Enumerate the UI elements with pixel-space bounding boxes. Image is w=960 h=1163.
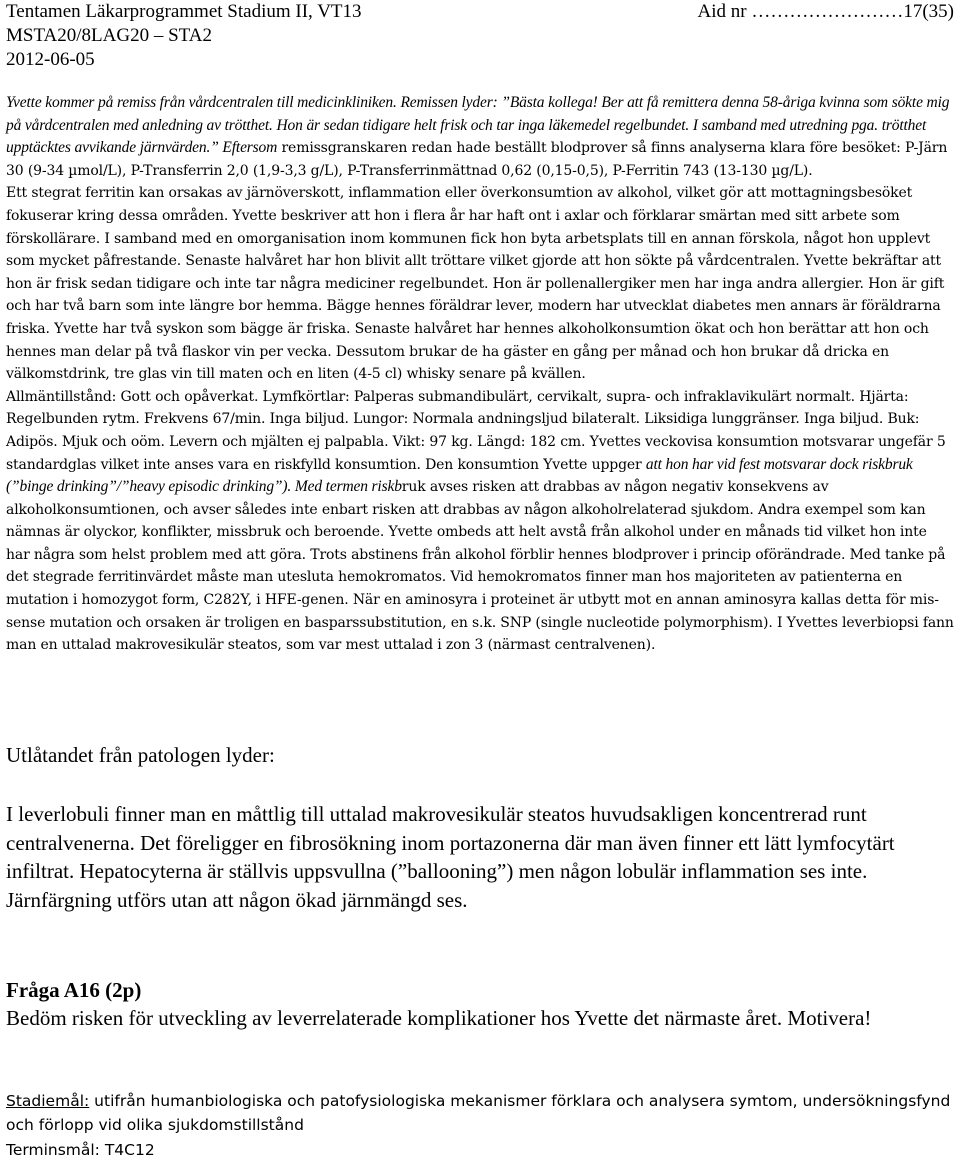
exam-title: Tentamen Läkarprogrammet Stadium II, VT13 <box>6 1 362 22</box>
exam-findings-text: Allmäntillstånd: Gott och opåverkat. Lymfkörtlar: Palperas submandibulärt, cervikalt, supra- och infraklavikulärt normalt. Hjärta: Regelbunden rytm. Frekvens 67/min. Inga biljud. Lungor: Normala andningsljud bilateralt. Liksidiga lunggränser. Inga biljud. Buk: Adipös. Mjuk och oöm. Levern och mjälten ej palpabla. Vikt: 97 kg. Längd: 182 cm. Yvettes veckovisa konsumtion motsvarar ungefär 5 standardglas vilket inte anses vara en riskfylld konsumtion. Den konsumtion Yvette uppger <box>6 388 946 473</box>
pathology-heading: Utlåtandet från patologen lyder: <box>6 743 275 767</box>
case-intro-paragraph <box>6 92 954 182</box>
exam-continuation-text: ruk avses risken att drabbas av någon negativ konsekvens av alkoholkonsumtionen, och avser således inte enbart risken att drabbas av någon alkoholrelaterad sjukdom. Andra exempel som kan nämnas är olyckor, konflikter, missbruk och beroende. Yvette ombeds att helt avstå från alkohol under en månads tid vilket hon inte har några som helst problem med att göra. Trots abstinens från alkohol förblir hennes blodprover i princip oförändrade. Med tanke på det stegrade ferritinvärdet måste man utesluta hemokromatos. Vid hemokromatos finner man hos majoriteten av patienterna en mutation i homozygot form, C282Y, i HFE-genen. När en aminosyra i proteinet är utbytt mot en annan aminosyra kallas detta för mis-sense mutation och orsaken är troligen en basparssubstitution, en s.k. SNP (single nucleotide polymorphism). I Yvettes leverbiopsi fann man en uttalad makrovesikulär steatos, som var mest uttalad i zon 3 (närmast centralvenen). <box>6 479 954 654</box>
stadiemal-label: Stadiemål: <box>6 1092 90 1110</box>
binge-drinking-text: att hon har vid fest motsvarar dock riskbruk (”binge drinking”/”heavy episodic drinking”). Med termen riskb <box>6 455 913 496</box>
header-left <box>6 0 362 72</box>
pathology-text: I leverlobuli finner man en måttlig till uttalad makrovesikulär steatos huvudsakligen koncentrerad runt centralvenerna. Det föreligger en fibrosökning inom portazonerna där man även finner ett lätt lymfocytärt infiltrat. Hepatocyterna är ställvis uppsvullna (”ballooning”) men någon lobulär inflammation ses inte. Järnfärgning utförs utan att någon ökad järnmängd ses. <box>6 802 895 912</box>
case-history-paragraph: Ett stegrat ferritin kan orsakas av järnöverskott, inflammation eller överkonsumtion av alkohol, vilket gör att mottagningsbesöket fokuserar kring dessa områden. Yvette beskriver att hon i flera år har haft ont i axlar och förklarar smärtan med sitt arbete som förskollärare. I samband med en omorganisation inom kommunen fick hon byta arbetsplats till en annan förskola, något hon upplevt som mycket påfrestande. Senaste halvåret har hon blivit allt tröttare vilket gjorde att hon sökte på vårdcentralen. Yvette bekräftar att hon är frisk sedan tidigare och inte tar några mediciner regelbundet. Hon är pollenallergiker men har inga andra allergier. Hon är gift och har två barn som inte längre bor hemma. Bägge hennes föräldrar lever, modern har utvecklat diabetes men annars är föräldrarna friska. Yvette har två syskon som bägge är friska. Senaste halvåret har hennes alkoholkonsumtion ökat och hon berättar att hon och hennes man delar på två flaskor vin per vecka. Dessutom brukar de ha gäster en gång per månad och hon brukar då dricka en välkomstdrink, tre glas vin till maten och en liten (4-5 cl) whisky senare på kvällen. <box>6 185 945 383</box>
stadiemal-text: utifrån humanbiologiska och patofysiologiska mekanismer förklara och analysera symtom, undersökningsfynd och förlopp vid olika sjukdomstillstånd <box>6 1092 951 1134</box>
stadiemal <box>6 1089 954 1137</box>
terminsmal-label: Terminsmål: <box>6 1141 100 1159</box>
case-description <box>6 92 954 657</box>
exam-date: 2012-06-05 <box>6 49 95 70</box>
terminsmal-text: T4C12 <box>99 1141 155 1159</box>
terminsmal <box>6 1138 155 1162</box>
course-code: MSTA20/8LAG20 – STA2 <box>6 25 212 46</box>
question-text: Bedöm risken för utveckling av leverrelaterade komplikationer hos Yvette det närmaste året. Motivera! <box>6 1006 872 1030</box>
case-exam-paragraph <box>6 386 954 657</box>
referral-text: Yvette kommer på remiss från vårdcentralen till medicinkliniken. Remissen lyder: ”Bästa kollega! Ber att få remittera denna 58-åriga kvinna som sökte mig på vårdcentralen med anledning av trötthet. Hon är sedan tidigare helt frisk och tar inga läkemedel regelbundet. I samband med utredning pga. trötthet upptäcktes avvikande järnvärden.” Eftersom <box>6 94 950 157</box>
aid-number: Aid nr ……………………17(35) <box>697 1 954 22</box>
question-title: Fråga A16 (2p) <box>6 978 142 1002</box>
lab-results-text: remissgranskaren redan hade beställt blodprover så finns analyserna klara före besöket: P-Järn 30 (9-34 µmol/L), P-Transferrin 2,0 (1,9-3,3 g/L), P-Transferrinmättnad 0,62 (0,15-0,5), P-Ferritin 743 (13-130 µg/L). <box>6 140 948 179</box>
